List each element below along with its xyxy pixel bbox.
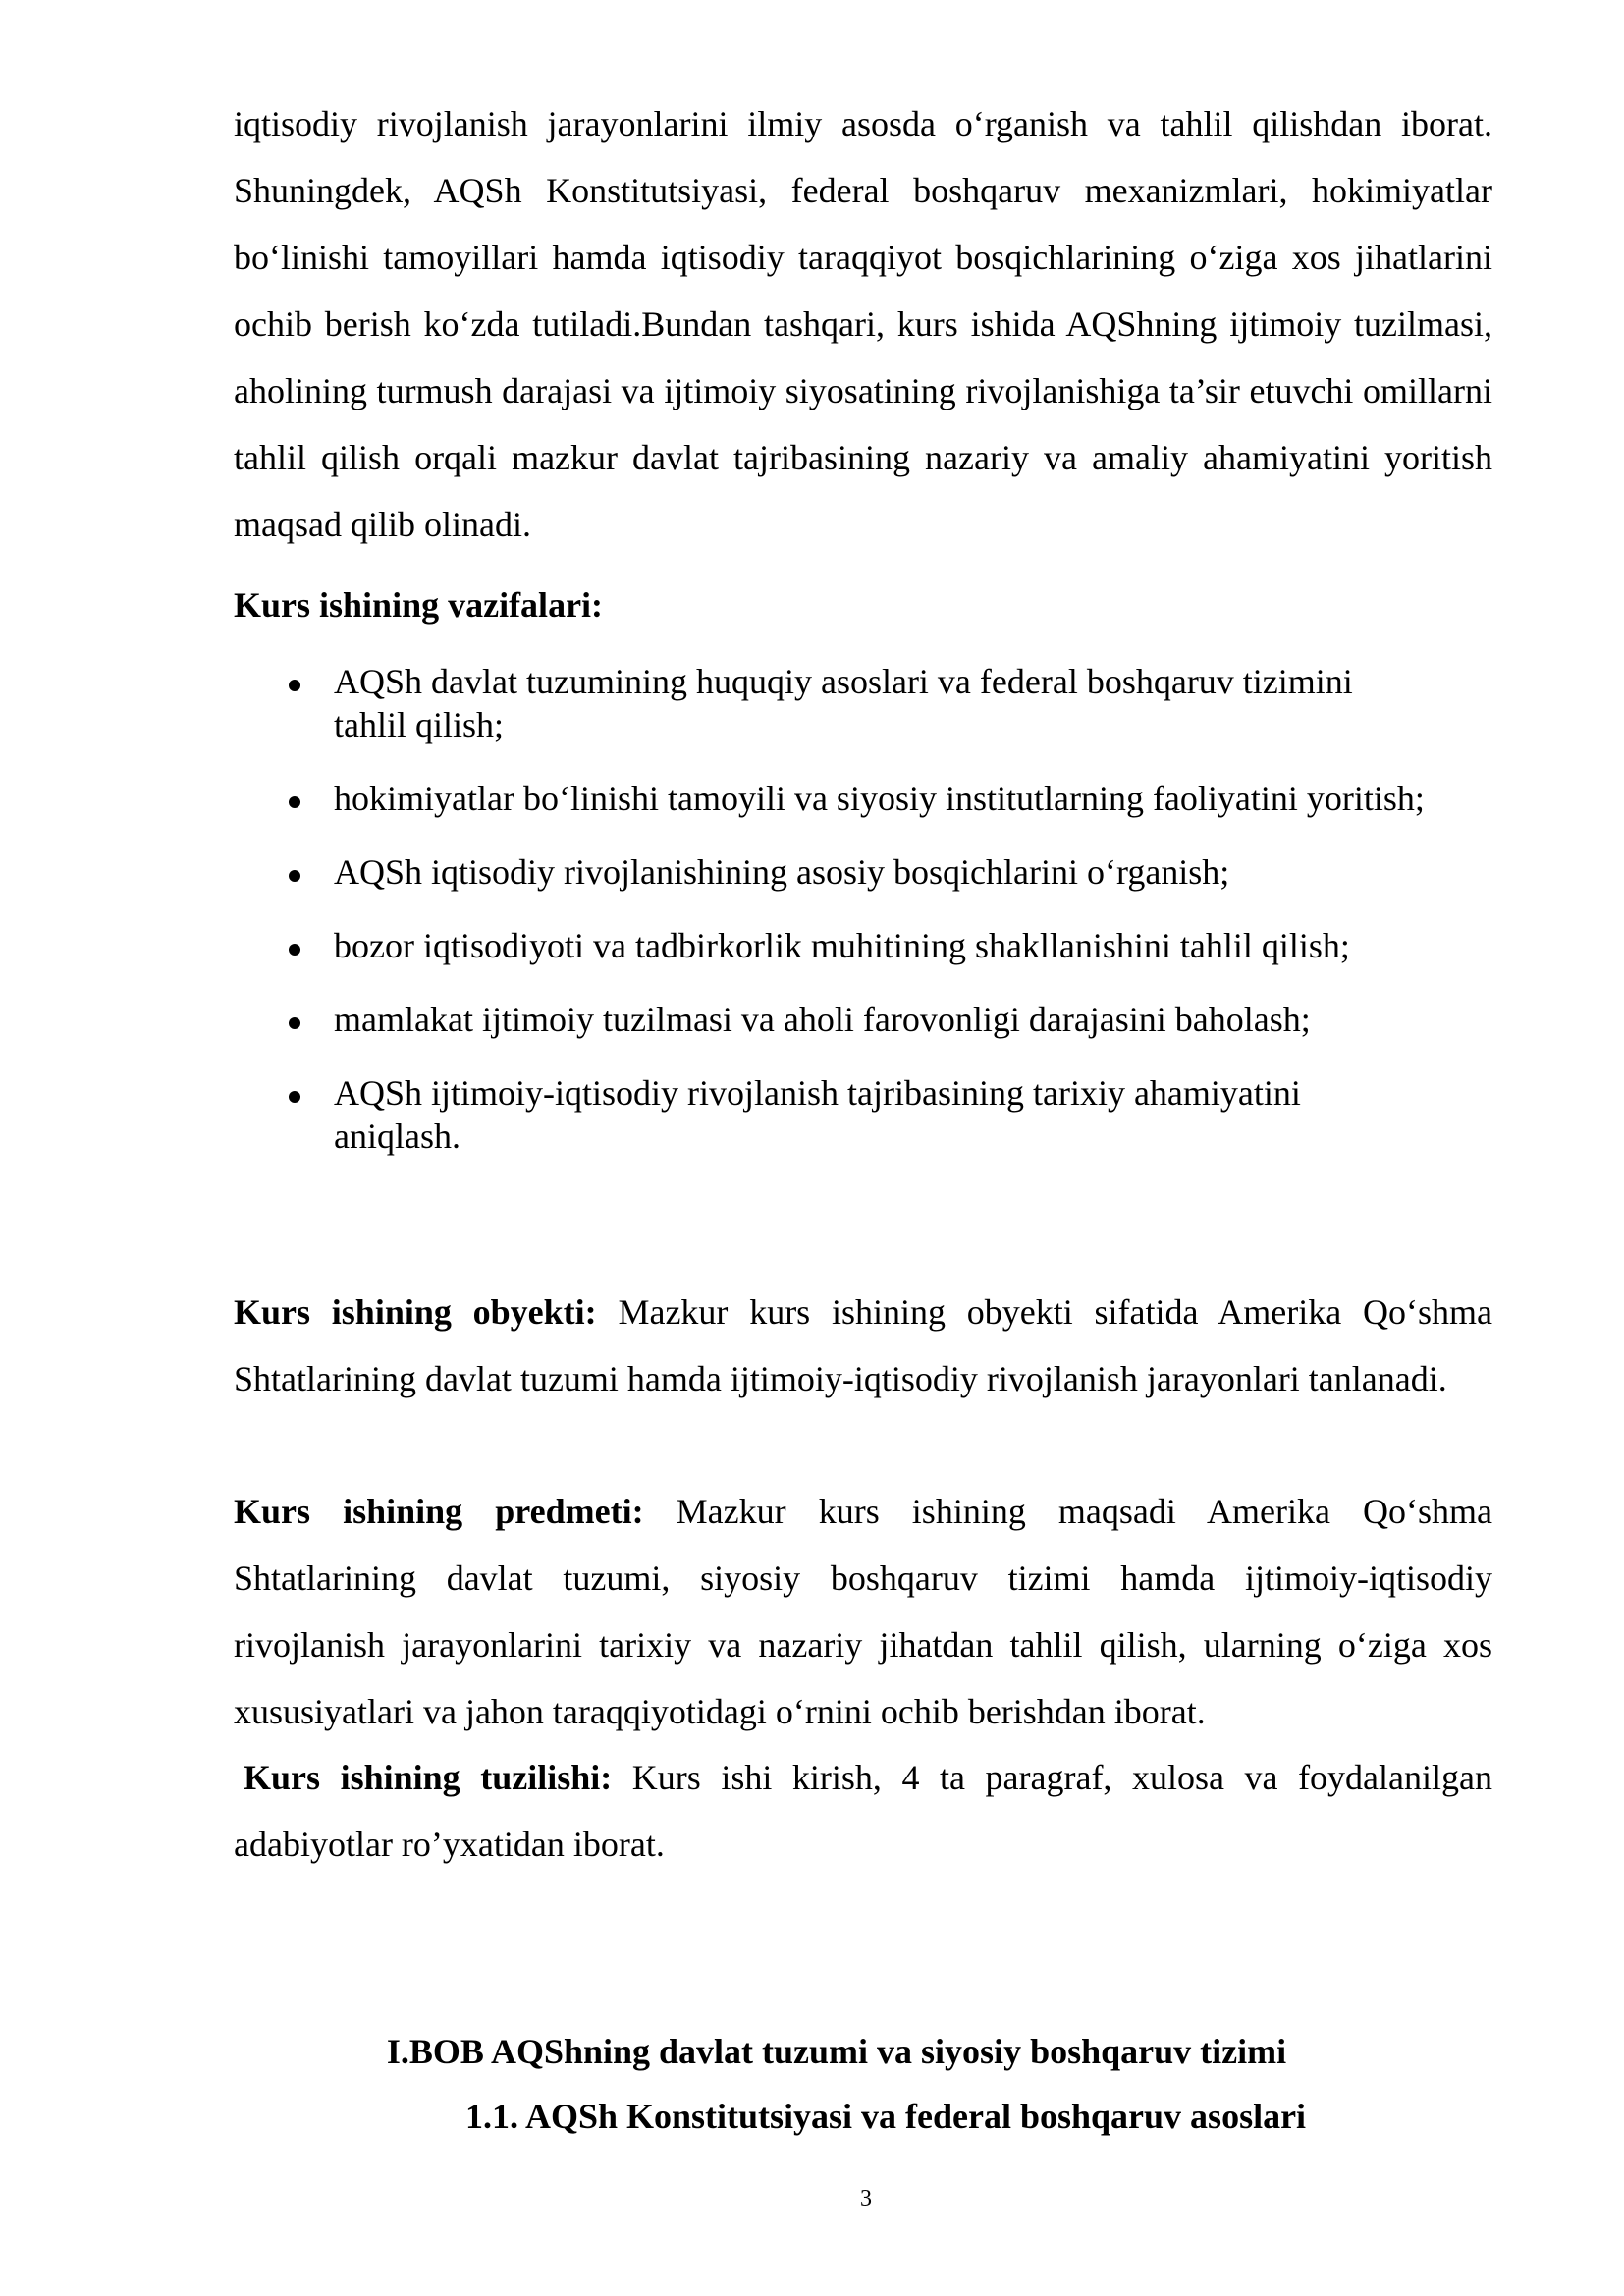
list-item: [234, 1071, 1434, 1158]
structure-text: Kurs ishi kirish, 4 ta paragraf, xulosa va foydalanilgan adabiyotlar ro’yxatidan iborat.: [234, 1758, 1492, 1864]
subject-label: Kurs ishining predmeti:: [234, 1492, 644, 1531]
structure-label: Kurs ishining tuzilishi:: [244, 1758, 613, 1797]
list-item-text: AQSh iqtisodiy rivojlanishining asosiy bosqichlarini o‘rganish;: [334, 852, 1230, 892]
intro-paragraph: iqtisodiy rivojlanish jarayonlarini ilmiy asosda o‘rganish va tahlil qilishdan iborat. Shuningdek, AQSh Konstitutsiyasi, federal boshqaruv mexanizmlari, hokimiyatlar bo‘linishi tamoyillari hamda iqtisodiy taraqqiyot bosqichlarining o‘ziga xos jihatlarini ochib berish ko‘zda tutiladi.Bundan tashqari, kurs ishida AQShning ijtimoiy tuzilmasi, aholining turmush darajasi va ijtimoiy siyosatining rivojlanishiga ta’sir etuvchi omillarni tahlil qilish orqali mazkur davlat tajribasining nazariy va amaliy ahamiyatini yoritish maqsad qilib olinadi.: [234, 104, 1492, 544]
subject-text: Mazkur kurs ishining maqsadi Amerika Qo‘shma Shtatlarining davlat tuzumi, siyosiy boshqaruv tizimi hamda ijtimoiy-iqtisodiy rivojlanish jarayonlarini tarixiy va nazariy jihatdan tahlil qilish, ularning o‘ziga xos xususiyatlari va jahon taraqqiyotidagi o‘rnini ochib berishdan iborat.: [234, 1492, 1492, 1731]
bullet-icon: [289, 870, 300, 882]
object-text: Mazkur kurs ishining obyekti sifatida Amerika Qo‘shma Shtatlarining davlat tuzumi hamda ijtimoiy-iqtisodiy rivojlanish jarayonlari tanlanadi.: [234, 1292, 1493, 1398]
bullet-icon: [289, 944, 300, 956]
list-item-text: bozor iqtisodiyoti va tadbirkorlik muhitining shakllanishini tahlil qilish;: [334, 926, 1350, 965]
page-number: 3: [860, 2186, 872, 2212]
object-label: Kurs ishining obyekti:: [234, 1292, 597, 1332]
list-item-text: AQSh davlat tuzumining huquqiy asoslari va federal boshqaruv tizimini tahlil qilish;: [334, 662, 1353, 744]
list-item: [234, 777, 1434, 820]
object-paragraph: [234, 1279, 1492, 1412]
list-item: [234, 924, 1434, 967]
tasks-list: [234, 660, 1492, 1188]
bullet-icon: [289, 1091, 300, 1103]
list-item-text: hokimiyatlar bo‘linishi tamoyili va siyosiy institutlarning faoliyatini yoritish;: [334, 779, 1425, 818]
bullet-icon: [289, 796, 300, 808]
list-item-text: AQSh ijtimoiy-iqtisodiy rivojlanish tajribasining tarixiy ahamiyatini aniqlash.: [334, 1073, 1301, 1156]
subject-paragraph: [234, 1478, 1492, 1745]
tasks-heading: Kurs ishining vazifalari:: [234, 585, 604, 625]
list-item: [234, 850, 1434, 894]
chapter-title: I.BOB AQShning davlat tuzumi va siyosiy boshqaruv tizimi: [386, 2032, 1287, 2071]
list-item: [234, 998, 1434, 1041]
section-title: 1.1. AQSh Konstitutsiyasi va federal boshqaruv asoslari: [464, 2097, 1307, 2136]
bullet-icon: [289, 680, 300, 691]
list-item: [234, 660, 1434, 746]
list-item-text: mamlakat ijtimoiy tuzilmasi va aholi farovonligi darajasini baholash;: [334, 1000, 1311, 1039]
bullet-icon: [289, 1017, 300, 1029]
structure-paragraph: [234, 1744, 1492, 1878]
